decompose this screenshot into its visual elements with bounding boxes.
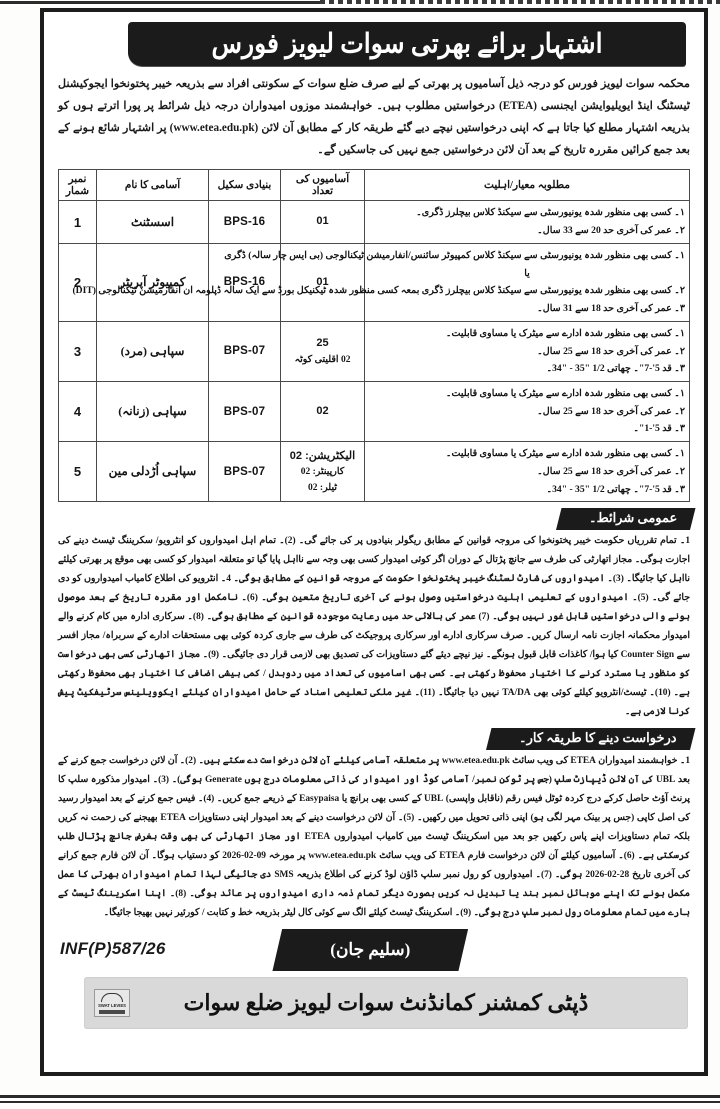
cell-serial-number: 4: [59, 381, 97, 441]
application-procedure-banner: [58, 728, 690, 748]
bottom-rule-divider: [0, 1095, 720, 1109]
cell-eligibility: ۱۔ کسی بھی منظور شدہ ادارے سے میٹرک یا مساوی قابلیت۔ ۲۔ عمر کی آخری حد 18 سے 25 سال۔ ۳۔ قد 5'-7"۔ چھاتی 1/2 "35 - "34۔: [365, 442, 690, 502]
cell-pay-scale: BPS-07: [209, 381, 281, 441]
cell-eligibility: ۱۔ کسی بھی منظور شدہ ادارے سے میٹرک یا مساوی قابلیت۔ ۲۔ عمر کی آخری حد 18 سے 25 سال۔ ۳۔ قد 5'-7"۔ چھاتی 1/2 "35 - "34۔: [365, 321, 690, 381]
table-row: [59, 381, 690, 441]
cell-pay-scale: BPS-07: [209, 442, 281, 502]
table-row: [59, 243, 690, 321]
application-procedure-heading: درخواست دینے کا طریقہ کار۔: [519, 730, 677, 746]
table-row: [59, 201, 690, 243]
inf-number: INF(P)587/26: [60, 939, 166, 959]
cell-post-name: سپاہی (زنانہ): [97, 381, 209, 441]
general-conditions-text: 1۔ تمام تقرریاں حکومت خیبر پختونخوا کی مروجہ قوانین کے مطابق ریگولر بنیادوں پر کی جائے گی۔ (2)۔ تمام اہل امیدواروں کو انٹرویو/ سکریننگ ٹیسٹ دینے کی اجازت ہوگی۔ مجاز اتھارٹی کی طرف سے جانچ پڑتال کے دوران اگر کوئی امیدوار کسی بھی وجہ سے نااہل پایا گیا تو متعلقہ امیدوار کو کسی بھی موقع پر بھرتی کیلئے نااہل کیا جائیگا۔ (3)۔ امیدواروں کی شارٹ لسٹنگ خیبر پختونخوا حکومت کے مروجہ قوانین کے مطابق ہوگی۔ 4۔ انٹرویو کی اطلاع کامیاب امیدواروں کو دی جائے گی۔ (5)۔ امیدواروں کے تعلیمی اہلیت درخواستیں وصول ہونے کی آخری تاریخ متعین ہوگی۔ (6)۔ نامکمل اور مقررہ تاریخ کے بعد موصول ہونے والی درخواستیں قابل غور نہیں ہوگی۔ (7) عمر کی بالائی حد میں رعایت موجودہ قوانین کے مطابق ہوگی۔ (8)۔ سرکاری ادارہ میں کام کرنے والے امیدوار محکمانہ اجازت نامہ ارسال کریں۔ صرف سرکاری ادارے اور سرکاری پروجیکٹ کی طرف سے جاری کردہ کوئی بھی مستحقات ادارے کے سربراہ/ مجاز افسر سے Counter Sign کیا ہوا/ کاغذات قابل قبول ہونگے۔ نیز نیچے دیئے گئے دستاویزات کی تصدیق بھی لازمی قرار دی جائیگی۔ (9)۔ مجاز اتھارٹی کسی بھی درخواست کو منظور یا مسترد کرنے کا اختیار محفوظ رکھتی ہے۔ کسی بھی اسامیوں کی تعداد میں ردوبدل / کمی بیشی اضافی کا اختیار بھی محفوظ رکھتی ہے۔ (10)۔ ٹیسٹ/انٹرویو کیلئے کوئی بھی TA/DA نہیں دیا جائیگا۔ (11)۔ غیر ملکی تعلیمی اسناد کے حامل امیدواران کیلئے ایکوویلینس سرٹیفکیٹ پیش کرنا لازمی ہے۔: [58, 536, 691, 718]
cell-vacancy-count: 25 02 اقلیتی کوٹہ: [281, 321, 365, 381]
column-header-count: آسامیوں کی تعداد: [281, 170, 365, 201]
advertisement-frame: [40, 8, 708, 1076]
table-row: [59, 321, 690, 381]
general-conditions-heading: عمومی شرائط۔: [588, 510, 677, 526]
column-header-bps: بنیادی سکیل: [209, 170, 281, 201]
cell-serial-number: 1: [59, 201, 97, 243]
jobs-table: [58, 169, 690, 502]
cell-post-name: سپاہی (مرد): [97, 321, 209, 381]
application-procedure-text: 1۔ خواہشمند امیدواران ETEA کی ویب سائٹ www.etea.edu.pk پر متعلقہ آسامی کیلئے آن لائن درخواست دے سکتے ہیں۔ (2)۔ آن لائن درخواست جمع کرنے کے بعد UBL کی آن لائن ڈیپازٹ سلپ (جس پر ٹوکن نمبر/ آسامی کوڈ اور امیدوار کی ذاتی معلومات درج ہوں Generate ہوگی)۔ (3)۔ امیدوار مذکورہ سلپ کا پرنٹ آؤٹ حاصل کرکے درج کردہ ٹوٹل فیس رقم (ناقابل واپسی) UBL کے کسی بھی برانچ یا Easypaisa کے ذریعے جمع کریں۔ (4)۔ فیس جمع کرنے کے بعد امیدوار رسید کی اصل کاپی (جس پر بینک مہر لگی ہو) اپنی ذاتی تحویل میں رکھیں۔ (5)۔ آن لائن درخواست دینے کے بعد امیدوار اپنی دستاویزات ETEA بھیجنے کی زحمت نہ کریں بلکہ تمام دستاویزات اپنے پاس رکھیں جو بعد میں اسکریننگ ٹیسٹ میں کامیاب امیدواروں ETEA اور مجاز اتھارٹی کی بھی وقت بغرض جانچ پڑتال طلب کرسکتی ہے۔ (6)۔ آسامیوں کیلئے آن لائن درخواست فارم ETEA کی ویب سائٹ www.etea.edu.pk پر مورخہ 09-02-2026 کو دستیاب ہوگا۔ آن لائن فارم جمع کرانے کی آخری تاریخ 28-02-2026 ہوگی۔ (7)۔ امیدواروں کو رول نمبر سلپ ڈاؤن لوڈ کرنے کی اطلاع بذریعہ SMS دی جائیگی لہذا تمام امیدواران بھرتی کا عمل مکمل ہونے تک اپنے موبائل نمبر بند یا تبدیل نہ کریں بصورت دیگر تمام ذمہ داری امیدواروں پر عائد ہوگی۔ (8)۔ اپنا اسکریننگ ٹیسٹ کے بارے میں تمام معلومات رول نمبر سلپ درج ہوگی۔ (9)۔ اسکریننگ ٹیسٹ کیلئے الگ سے کوئی کال لیٹر بذریعہ خط و کتابت / کورئیر نہیں بھیجا جائیگا۔: [58, 756, 691, 919]
cell-eligibility: ۱۔ کسی بھی منظور شدہ یونیورسٹی سے سیکنڈ کلاس بیچلرز ڈگری۔ ۲۔ عمر کی آخری حد 20 سے 33 سال۔: [365, 201, 690, 243]
cell-eligibility: ۱۔ کسی بھی منظور شدہ یونیورسٹی سے سیکنڈ کلاس کمپیوٹر سائنس/انفارمیشن ٹیکنالوجی (بی ایس چار سالہ) ڈگری یا ۲۔ کسی بھی منظور شدہ یونیورسٹی سے سیکنڈ کلاس بیچلرز ڈگری بمعہ کسی منظور شدہ ٹیکنیکل بورڈ سے ایک سالہ ڈپلومہ ان انفارمیشن ٹیکنالوجی (DIT) ۳۔ عمر کی آخری حد 18 سے 31 سال۔: [365, 243, 690, 321]
cell-post-name: سپاہی اُڑدلی مین: [97, 442, 209, 502]
column-header-sr: نمبر شمار: [59, 170, 97, 201]
cell-pay-scale: BPS-07: [209, 321, 281, 381]
cell-serial-number: 3: [59, 321, 97, 381]
cell-vacancy-count: 01: [281, 243, 365, 321]
intro-paragraph: محکمہ سوات لیویز فورس کو درجہ ذیل آسامیوں پر بھرتی کے لیے صرف ضلع سوات کے سکونتی افراد سے بذریعہ خیبر پختونخوا ایجوکیشنل ٹیسٹنگ اینڈ ایویلیوایشن ایجنسی (ETEA) درخواستیں مطلوب ہیں۔ خواہشمند موزوں امیدواران درجہ ذیل شرائط پر پورا اترتے ہوں کو بذریعہ اشتہار مطلع کیا جاتا ہے کہ اپنی درخواستیں نیچے دیے گئے طریقہ کار کے مطابق آن لائن (www.etea.edu.pk) پر اشتہار شائع ہونے کے بعد جمع کرائیں مقررہ تاریخ کے بعد آن لائن درخواستیں جمع نہیں کی جاسکیں گے۔: [58, 78, 691, 156]
signature-row: [58, 929, 690, 975]
page-title: اشتہار برائے بھرتی سوات لیویز فورس: [211, 29, 603, 60]
signature-badge: [272, 929, 468, 971]
cell-serial-number: 2: [59, 243, 97, 321]
table-header-row: [59, 170, 690, 201]
column-header-post: آسامی کا نام: [97, 170, 209, 201]
cell-pay-scale: BPS-16: [209, 243, 281, 321]
authority-footer-bar: [84, 977, 688, 1029]
general-conditions-banner: [58, 508, 690, 528]
cell-vacancy-count: 02: [281, 381, 365, 441]
cell-vacancy-count: الیکٹریشن: 02 کارپینٹر: 02 ٹیلر: 02: [281, 442, 365, 502]
top-dashed-rule: [320, 0, 720, 4]
logo-label: SWAT LEVIES: [98, 1003, 126, 1009]
signature-name: (سلیم جان): [330, 940, 411, 960]
cell-vacancy-count: 01: [281, 201, 365, 243]
cell-eligibility: ۱۔ کسی بھی منظور شدہ ادارے سے میٹرک یا مساوی قابلیت۔ ۲۔ عمر کی آخری حد 18 سے 25 سال۔ ۳۔ قد 5'-1"۔: [365, 381, 690, 441]
table-row: [59, 442, 690, 502]
cell-post-name: اسسٹنٹ: [97, 201, 209, 243]
column-header-eligibility: مطلوبہ معیار/اہلیت: [365, 170, 690, 201]
cell-serial-number: 5: [59, 442, 97, 502]
swat-levies-logo-icon: [94, 989, 130, 1017]
authority-title: ڈپٹی کمشنر کمانڈنٹ سوات لیویز ضلع سوات: [183, 990, 589, 1016]
cell-pay-scale: BPS-16: [209, 201, 281, 243]
cell-post-name: کمپیوٹر آپریٹر: [97, 243, 209, 321]
title-banner: [128, 22, 686, 66]
